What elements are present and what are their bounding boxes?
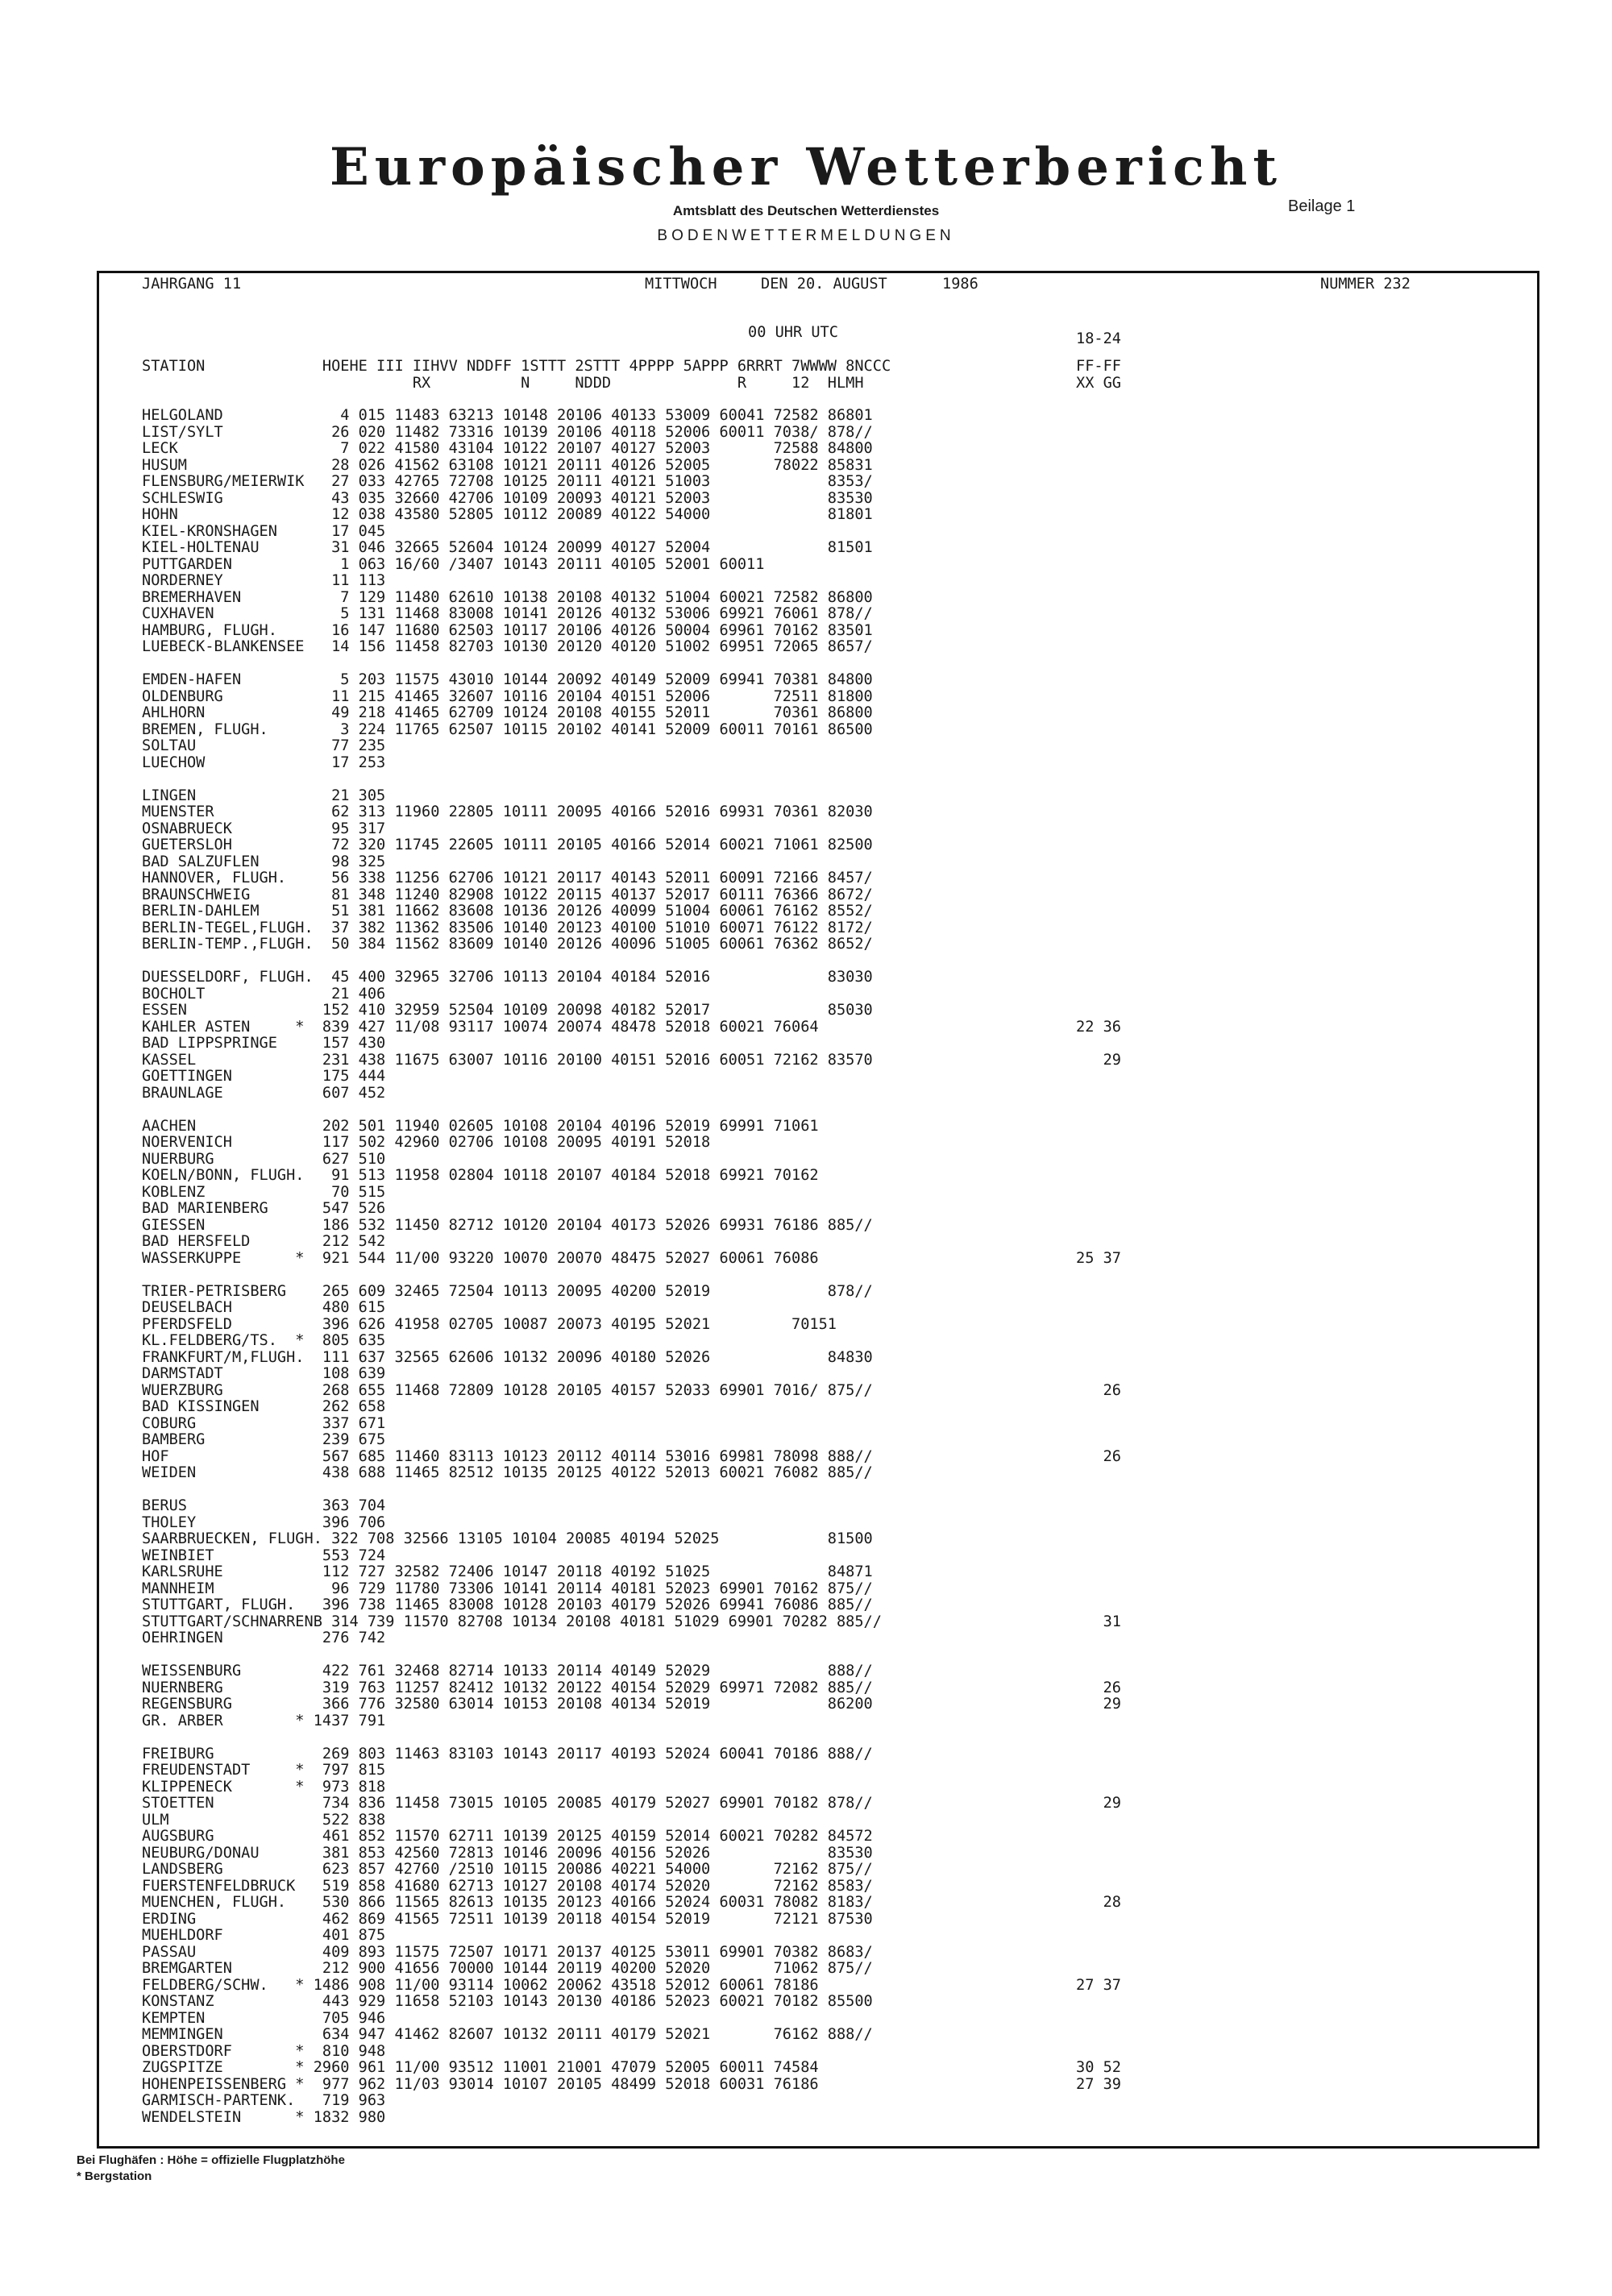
station-row <box>142 870 882 887</box>
station-record: PFERDSFELD 396 626 41958 02705 10087 20073 40195 52021 70151 <box>142 1315 837 1333</box>
station-row <box>142 2075 1121 2094</box>
station-record: LINGEN 21 305 <box>142 787 386 804</box>
station-record: KASSEL 231 438 11675 63007 10116 20100 40151 52016 60051 72162 83570 <box>142 1051 873 1069</box>
station-record: PUTTGARDEN 1 063 16/60 /3407 10143 20111 40105 52001 60011 <box>142 555 765 573</box>
station-record: BERLIN-TEGEL,FLUGH. 37 382 11362 83506 10140 20123 40100 51010 60071 76122 8172/ <box>142 919 873 936</box>
station-row <box>142 1051 1121 1069</box>
station-record: BREMERHAVEN 7 129 11480 62610 10138 20108 40132 51004 60021 72582 86800 <box>142 588 873 606</box>
station-row <box>142 1862 882 1879</box>
group-separator <box>142 953 882 970</box>
station-row <box>142 1465 882 1482</box>
station-record: COBURG 337 671 <box>142 1414 386 1432</box>
station-record: SCHLESWIG 43 035 32660 42706 10109 20093 40121 52003 83530 <box>142 489 873 507</box>
station-row <box>142 1135 882 1152</box>
station-row <box>142 1317 882 1334</box>
station-row <box>142 573 882 590</box>
station-record: BERLIN-DAHLEM 51 381 11662 83608 10136 20126 40099 51004 60061 76162 8552/ <box>142 903 873 920</box>
station-row <box>142 1630 882 1647</box>
station-extra-wind: 26 <box>1076 1381 1121 1399</box>
station-row <box>142 2011 882 2028</box>
station-record: OSNABRUECK 95 317 <box>142 820 386 837</box>
station-record: HOHENPEISSENBERG * 977 962 11/03 93014 10107 20105 48499 52018 60031 76186 <box>142 2075 819 2093</box>
station-record: ESSEN 152 410 32959 52504 10109 20098 40182 52017 85030 <box>142 1002 873 1019</box>
station-row <box>142 1168 882 1185</box>
station-row <box>142 1069 882 1086</box>
group-separator <box>142 1729 882 1746</box>
station-row <box>142 1350 882 1367</box>
station-record: BREMEN, FLUGH. 3 224 11765 62507 10115 20102 40141 52009 60011 70161 86500 <box>142 720 873 738</box>
station-row <box>142 639 882 656</box>
station-record: FUERSTENFELDBRUCK 519 858 41680 62713 10127 20108 40174 52020 72162 8583/ <box>142 1877 873 1895</box>
station-record: BAD MARIENBERG 547 526 <box>142 1200 386 1217</box>
station-row <box>142 1846 882 1862</box>
station-row <box>142 689 882 706</box>
station-record: AACHEN 202 501 11940 02605 10108 20104 40196 52019 69991 71061 <box>142 1117 819 1135</box>
station-row <box>142 854 882 871</box>
station-extra-wind: 25 37 <box>1076 1249 1121 1267</box>
station-record: FREUDENSTADT * 797 815 <box>142 1762 386 1779</box>
station-record: TRIER-PETRISBERG 265 609 32465 72504 10113 20095 40200 52019 878// <box>142 1282 873 1300</box>
station-record: NEUBURG/DONAU 381 853 42560 72813 10146 20096 40156 52026 83530 <box>142 1844 873 1862</box>
station-row <box>142 804 882 821</box>
station-row <box>142 1185 882 1202</box>
station-extra-wind: 26 <box>1076 1679 1121 1696</box>
station-extra-wind: 29 <box>1076 1051 1121 1069</box>
station-record: BAMBERG 239 675 <box>142 1431 386 1448</box>
station-row <box>142 2044 882 2061</box>
station-record: MUENSTER 62 313 11960 22805 10111 20095 40166 52016 69931 70361 82030 <box>142 803 873 820</box>
station-record: KIEL-HOLTENAU 31 046 32665 52604 10124 20099 40127 52004 81501 <box>142 539 873 556</box>
station-row <box>142 1381 1121 1400</box>
date-label: DEN 20. AUGUST <box>761 276 887 293</box>
station-row <box>142 1018 1121 1036</box>
station-record: BOCHOLT 21 406 <box>142 985 386 1003</box>
station-row <box>142 1333 882 1350</box>
station-row <box>142 2110 882 2127</box>
station-record: SOLTAU 77 235 <box>142 737 386 754</box>
station-row <box>142 920 882 937</box>
station-row <box>142 2093 882 2110</box>
station-row <box>142 1003 882 1019</box>
station-record: ERDING 462 869 41565 72511 10139 20118 40154 52019 72121 87530 <box>142 1910 873 1928</box>
station-record: ULM 522 838 <box>142 1811 386 1829</box>
station-row <box>142 557 882 574</box>
station-row <box>142 1961 882 1978</box>
station-row <box>142 821 882 838</box>
station-record: LIST/SYLT 26 020 11482 73316 10139 20106 40118 52006 60011 7038/ 878// <box>142 423 873 441</box>
station-row <box>142 788 882 805</box>
station-record: KOBLENZ 70 515 <box>142 1183 386 1201</box>
station-extra-wind: 26 <box>1076 1447 1121 1465</box>
station-record: NUERBURG 627 510 <box>142 1150 386 1168</box>
station-row <box>142 1994 882 2011</box>
station-row <box>142 1036 882 1053</box>
station-record: BRAUNLAGE 607 452 <box>142 1084 386 1102</box>
station-record: NUERNBERG 319 763 11257 82412 10132 20122 40154 52029 69971 72082 885// <box>142 1679 873 1696</box>
station-record: BERLIN-TEMP.,FLUGH. 50 384 11562 83609 10140 20126 40096 51005 60061 76362 8652/ <box>142 936 873 953</box>
station-row <box>142 1613 1121 1631</box>
station-extra-wind: 27 37 <box>1076 1976 1121 1994</box>
station-record: DUESSELDORF, FLUGH. 45 400 32965 32706 10113 20104 40184 52016 83030 <box>142 969 873 986</box>
station-record: HOF 567 685 11460 83113 10123 20112 40114 53016 69981 78098 888// <box>142 1447 873 1465</box>
station-record: FRANKFURT/M,FLUGH. 111 637 32565 62606 10132 20096 40180 52026 84830 <box>142 1348 873 1366</box>
jahrgang-label: JAHRGANG 11 <box>142 276 242 293</box>
station-row <box>142 1234 882 1251</box>
station-record: OBERSTDORF * 810 948 <box>142 2042 386 2060</box>
station-record: GUETERSLOH 72 320 11745 22605 10111 20105 40166 52014 60021 71061 82500 <box>142 837 873 853</box>
extra-column-header-1: FF-FF <box>1076 358 1121 375</box>
station-record: ZUGSPITZE * 2960 961 11/00 93512 11001 21001 47079 52005 60011 74584 <box>142 2059 819 2076</box>
station-record: DARMSTADT 108 639 <box>142 1365 386 1382</box>
station-row <box>142 1086 882 1102</box>
station-row <box>142 1945 882 1962</box>
station-record: KAHLER ASTEN * 839 427 11/08 93117 10074 20074 48478 52018 60021 76064 <box>142 1018 819 1036</box>
station-row <box>142 474 882 491</box>
station-row <box>142 1597 882 1614</box>
station-row <box>142 1218 882 1235</box>
station-record: WEIDEN 438 688 11465 82512 10135 20125 40122 52013 60021 76082 885// <box>142 1464 873 1481</box>
station-record: WASSERKUPPE * 921 544 11/00 93220 10070 20070 48475 52027 60061 76086 <box>142 1249 819 1267</box>
station-record: NORDERNEY 11 113 <box>142 572 386 589</box>
station-row <box>142 1548 882 1565</box>
station-record: MUENCHEN, FLUGH. 530 866 11565 82613 10135 20123 40166 52024 60031 78082 8183/ <box>142 1894 873 1911</box>
station-record: HAMBURG, FLUGH. 16 147 11680 62503 10117 20106 40126 50004 69961 70162 83501 <box>142 621 873 639</box>
station-row <box>142 425 882 442</box>
station-row <box>142 1531 882 1548</box>
station-row <box>142 986 882 1003</box>
station-record: KLIPPENECK * 973 818 <box>142 1778 386 1796</box>
group-separator <box>142 656 882 673</box>
station-row <box>142 1912 882 1929</box>
station-record: WUERZBURG 268 655 11468 72809 10128 20105 40157 52033 69901 7016/ 875// <box>142 1381 873 1399</box>
station-row <box>142 1564 882 1581</box>
station-row <box>142 1663 882 1680</box>
issue-number: NUMMER 232 <box>1320 276 1410 293</box>
group-separator <box>142 771 882 788</box>
station-record: OLDENBURG 11 215 41465 32607 10116 20104 40151 52006 72511 81800 <box>142 687 873 705</box>
station-extra-wind: 29 <box>1076 1696 1121 1713</box>
station-record: BREMGARTEN 212 900 41656 70000 10144 20119 40200 52020 71062 875// <box>142 1960 873 1977</box>
station-record: BAD KISSINGEN 262 658 <box>142 1398 386 1415</box>
station-row <box>142 540 882 557</box>
station-row <box>142 1447 1121 1466</box>
station-record: LUECHOW 17 253 <box>142 754 386 771</box>
station-record: HOHN 12 038 43580 52805 10112 20089 40122 54000 81801 <box>142 506 873 523</box>
station-record: KEMPTEN 705 946 <box>142 2009 386 2027</box>
station-row <box>142 1498 882 1515</box>
station-row <box>142 1879 882 1895</box>
footnote-mountain-station: * Bergstation <box>77 2169 152 2183</box>
group-separator <box>142 1267 882 1284</box>
station-record: MUEHLDORF 401 875 <box>142 1927 386 1944</box>
group-separator <box>142 1647 882 1664</box>
page-title: Europäischer Wetterbericht <box>330 137 1282 197</box>
station-row <box>142 1300 882 1317</box>
station-record: OEHRINGEN 276 742 <box>142 1630 386 1646</box>
station-row <box>142 1152 882 1169</box>
station-record: STUTTGART/SCHNARRENB 314 739 11570 82708 10134 20108 40181 51029 69901 70282 885// <box>142 1613 882 1630</box>
station-record: HANNOVER, FLUGH. 56 338 11256 62706 10121 20117 40143 52011 60091 72166 8457/ <box>142 870 873 886</box>
station-record: KIEL-KRONSHAGEN 17 045 <box>142 522 386 540</box>
station-row <box>142 1201 882 1218</box>
station-record: BAD LIPPSPRINGE 157 430 <box>142 1035 386 1052</box>
station-record: GARMISCH-PARTENK. 719 963 <box>142 2092 386 2109</box>
station-row <box>142 507 882 524</box>
station-row <box>142 1894 1121 1912</box>
station-record: DEUSELBACH 480 615 <box>142 1299 386 1316</box>
station-row <box>142 1284 882 1301</box>
station-row <box>142 738 882 755</box>
station-record: KL.FELDBERG/TS. * 805 635 <box>142 1332 386 1349</box>
station-row <box>142 1795 1121 1812</box>
publisher-subtitle: Amtsblatt des Deutschen Wetterdienstes <box>672 203 940 218</box>
station-record: AUGSBURG 461 852 11570 62711 10139 20125 40159 52014 60021 70282 84572 <box>142 1828 873 1845</box>
station-record: BERUS 363 704 <box>142 1497 386 1514</box>
supplement-label: Beilage 1 <box>1288 197 1356 215</box>
station-record: BAD SALZUFLEN 98 325 <box>142 853 386 870</box>
station-row <box>142 441 882 458</box>
station-record: CUXHAVEN 5 131 11468 83008 10141 20126 40132 53006 69921 76061 878// <box>142 605 873 622</box>
station-record: FELDBERG/SCHW. * 1486 908 11/00 93114 10062 20062 43518 52012 60061 78186 <box>142 1976 819 1994</box>
station-record: WEINBIET 553 724 <box>142 1547 386 1564</box>
station-row <box>142 903 882 920</box>
station-row <box>142 1432 882 1449</box>
station-record: KONSTANZ 443 929 11658 52103 10143 20130 40186 52023 60021 70182 85500 <box>142 1993 873 2010</box>
station-table <box>142 407 1121 2126</box>
station-row <box>142 1581 882 1598</box>
station-row <box>142 1696 1121 1713</box>
station-record: SAARBRUECKEN, FLUGH. 322 708 32566 13105 10104 20085 40194 52025 81500 <box>142 1530 873 1547</box>
station-row <box>142 1976 1121 1995</box>
station-row <box>142 606 882 623</box>
station-row <box>142 1399 882 1416</box>
station-row <box>142 408 882 425</box>
station-record: KOELN/BONN, FLUGH. 91 513 11958 02804 10118 20107 40184 52018 69921 70162 <box>142 1167 819 1184</box>
station-row <box>142 1928 882 1945</box>
station-record: WENDELSTEIN * 1832 980 <box>142 2108 386 2126</box>
station-row <box>142 705 882 722</box>
station-row <box>142 458 882 475</box>
column-header-row-1: STATION HOEHE III IIHVV NDDFF 1STTT 2STTT 4PPPP 5APPP 6RRRT 7WWWW 8NCCC <box>142 358 891 375</box>
footnote-airport-height: Bei Flughäfen : Höhe = offizielle Flugplatzhöhe <box>77 2153 345 2167</box>
observation-time: 00 UHR UTC <box>748 324 838 341</box>
station-record: MEMMINGEN 634 947 41462 82607 10132 20111 40179 52021 76162 888// <box>142 2026 873 2043</box>
station-row <box>142 1812 882 1829</box>
section-heading: BODENWETTERMELDUNGEN <box>657 227 955 244</box>
station-row <box>142 1515 882 1532</box>
station-record: WEISSENBURG 422 761 32468 82714 10133 20114 40149 52029 888// <box>142 1663 873 1679</box>
station-row <box>142 672 882 689</box>
station-row <box>142 1416 882 1433</box>
station-row <box>142 969 882 986</box>
station-record: LUEBECK-BLANKENSEE 14 156 11458 82703 10130 20120 40120 51002 69951 72065 8657/ <box>142 638 873 655</box>
station-extra-wind: 31 <box>1076 1613 1121 1630</box>
station-row <box>142 2027 882 2044</box>
station-record: REGENSBURG 366 776 32580 63014 10153 20108 40134 52019 86200 <box>142 1696 873 1713</box>
station-row <box>142 755 882 772</box>
station-record: MANNHEIM 96 729 11780 73306 10141 20114 40181 52023 69901 70162 875// <box>142 1580 873 1597</box>
station-row <box>142 1779 882 1796</box>
station-row <box>142 2059 1121 2077</box>
station-record: EMDEN-HAFEN 5 203 11575 43010 10144 20092 40149 52009 69941 70381 84800 <box>142 671 873 688</box>
station-row <box>142 1249 1121 1268</box>
station-row <box>142 1366 882 1383</box>
station-row <box>142 1119 882 1136</box>
station-record: STOETTEN 734 836 11458 73015 10105 20085 40179 52027 69901 70182 878// <box>142 1795 873 1812</box>
station-extra-wind: 28 <box>1076 1894 1121 1911</box>
station-record: GIESSEN 186 532 11450 82712 10120 20104 40173 52026 69931 76186 885// <box>142 1216 873 1234</box>
station-row <box>142 590 882 607</box>
weekday-label: MITTWOCH <box>645 276 717 293</box>
station-record: LECK 7 022 41580 43104 10122 20107 40127 52003 72588 84800 <box>142 440 873 457</box>
station-extra-wind: 22 36 <box>1076 1018 1121 1036</box>
station-row <box>142 722 882 739</box>
station-extra-wind: 30 52 <box>1076 2059 1121 2076</box>
station-row <box>142 1829 882 1846</box>
station-record: HUSUM 28 026 41562 63108 10121 20111 40126 52005 78022 85831 <box>142 456 873 474</box>
station-row <box>142 887 882 904</box>
station-row <box>142 837 882 854</box>
station-row <box>142 524 882 541</box>
station-row <box>142 1679 1121 1697</box>
station-extra-wind: 29 <box>1076 1795 1121 1812</box>
station-record: FLENSBURG/MEIERWIK 27 033 42765 72708 10125 20111 40121 51003 8353/ <box>142 473 873 490</box>
station-record: PASSAU 409 893 11575 72507 10171 20137 40125 53011 69901 70382 8683/ <box>142 1943 873 1961</box>
station-record: KARLSRUHE 112 727 32582 72406 10147 20118 40192 51025 84871 <box>142 1563 873 1580</box>
station-extra-wind: 27 39 <box>1076 2075 1121 2093</box>
station-record: NOERVENICH 117 502 42960 02706 10108 20095 40191 52018 <box>142 1134 711 1151</box>
station-row <box>142 1713 882 1730</box>
station-row <box>142 1746 882 1763</box>
extra-time-header: 18-24 <box>1076 330 1121 347</box>
station-record: LANDSBERG 623 857 42760 /2510 10115 20086 40221 54000 72162 875// <box>142 1861 873 1878</box>
station-record: FREIBURG 269 803 11463 83103 10143 20117 40193 52024 60041 70186 888// <box>142 1745 873 1762</box>
station-record: BAD HERSFELD 212 542 <box>142 1233 386 1250</box>
group-separator <box>142 1102 882 1119</box>
station-row <box>142 623 882 640</box>
station-row <box>142 936 882 953</box>
column-header-row-2: RX N NDDD R 12 HLMH <box>142 375 864 392</box>
station-row <box>142 491 882 508</box>
station-record: HELGOLAND 4 015 11483 63213 10148 20106 40133 53009 60041 72582 86801 <box>142 407 873 424</box>
station-record: BRAUNSCHWEIG 81 348 11240 82908 10122 20115 40137 52017 60111 76366 8672/ <box>142 886 873 903</box>
year-label: 1986 <box>942 276 978 293</box>
station-record: GR. ARBER * 1437 791 <box>142 1712 386 1729</box>
station-record: AHLHORN 49 218 41465 62709 10124 20108 40155 52011 70361 86800 <box>142 704 873 721</box>
station-record: THOLEY 396 706 <box>142 1513 386 1531</box>
station-record: GOETTINGEN 175 444 <box>142 1068 386 1085</box>
station-row <box>142 1762 882 1779</box>
station-record: STUTTGART, FLUGH. 396 738 11465 83008 10128 20103 40179 52026 69941 76086 885// <box>142 1596 873 1613</box>
extra-column-header-2: XX GG <box>1076 375 1121 392</box>
group-separator <box>142 1482 882 1499</box>
